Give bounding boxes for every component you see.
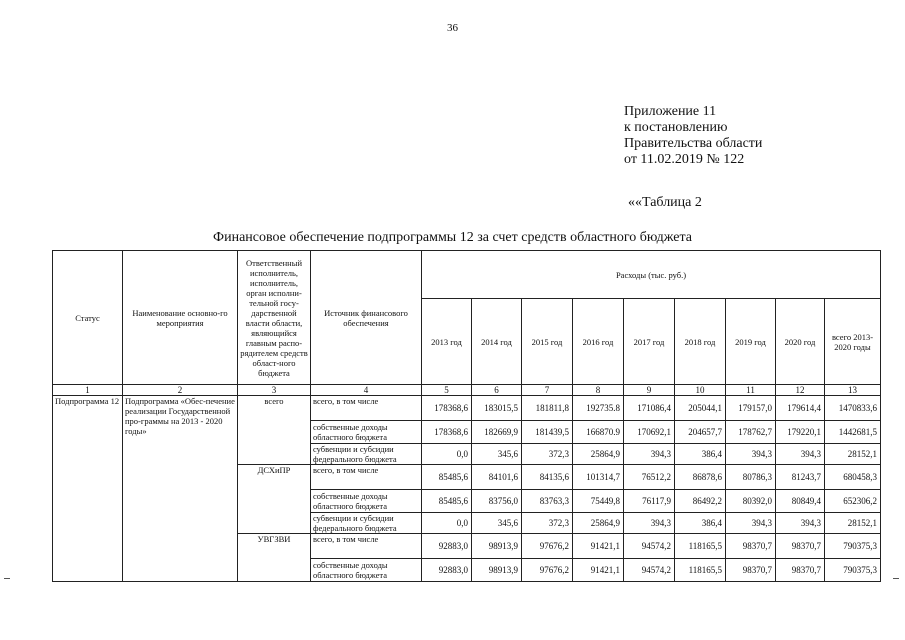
year-value-cell: 181439,5 <box>522 421 573 444</box>
year-value-cell: 345,6 <box>472 513 522 534</box>
year-value-cell: 183015,5 <box>472 396 522 421</box>
financing-table <box>52 250 881 582</box>
appendix-line-1: Приложение 11 <box>624 104 717 119</box>
year-value-cell: 386,4 <box>675 513 726 534</box>
header-source: Источник финансового обеспечения <box>311 251 422 385</box>
year-value-cell: 80849,4 <box>776 490 825 513</box>
left-edge-mark <box>4 578 10 579</box>
year-value-cell: 98913,9 <box>472 534 522 559</box>
table-label: ««Таблица 2 <box>628 195 702 210</box>
year-value-cell: 0,0 <box>422 444 472 465</box>
total-value-cell: 790375,3 <box>825 559 881 582</box>
header-year: 2018 год <box>675 299 726 385</box>
total-value-cell: 790375,3 <box>825 534 881 559</box>
source-cell: собственные доходы областного бюджета <box>311 421 422 444</box>
year-value-cell: 80786,3 <box>726 465 776 490</box>
year-value-cell: 182669,9 <box>472 421 522 444</box>
table-row <box>53 396 881 421</box>
responsible-cell: УВГЗВИ <box>238 534 311 582</box>
total-value-cell: 1442681,5 <box>825 421 881 444</box>
year-value-cell: 85485,6 <box>422 490 472 513</box>
total-value-cell: 28152,1 <box>825 444 881 465</box>
header-year: 2015 год <box>522 299 573 385</box>
source-cell: собственные доходы областного бюджета <box>311 490 422 513</box>
year-value-cell: 394,3 <box>726 444 776 465</box>
column-number: 11 <box>726 385 776 396</box>
year-value-cell: 83756,0 <box>472 490 522 513</box>
source-cell: всего, в том числе <box>311 396 422 421</box>
source-cell: субвенции и субсидии федерального бюджета <box>311 444 422 465</box>
header-responsible: Ответственный исполнитель, исполнитель, орган исполни-тельной госу-дарственной власти области, являющийся главным распо-рядителем средств област-ного бюджета <box>238 251 311 385</box>
source-cell: всего, в том числе <box>311 534 422 559</box>
column-number: 6 <box>472 385 522 396</box>
year-value-cell: 170692,1 <box>624 421 675 444</box>
year-value-cell: 394,3 <box>776 444 825 465</box>
total-value-cell: 652306,2 <box>825 490 881 513</box>
appendix-line-4: от 11.02.2019 № 122 <box>624 152 745 167</box>
column-number: 10 <box>675 385 726 396</box>
year-value-cell: 386,4 <box>675 444 726 465</box>
year-value-cell: 118165,5 <box>675 534 726 559</box>
year-value-cell: 394,3 <box>726 513 776 534</box>
source-cell: собственные доходы областного бюджета <box>311 559 422 582</box>
year-value-cell: 98370,7 <box>726 559 776 582</box>
column-number: 5 <box>422 385 472 396</box>
year-value-cell: 92883,0 <box>422 559 472 582</box>
year-value-cell: 83763,3 <box>522 490 573 513</box>
appendix-line-2: к постановлению <box>624 120 728 135</box>
responsible-cell: всего <box>238 396 311 465</box>
year-value-cell: 25864,9 <box>573 444 624 465</box>
name-cell: Подпрограмма «Обес-печение реализации Государственной про-граммы на 2013 - 2020 годы» <box>123 396 238 582</box>
year-value-cell: 94574,2 <box>624 559 675 582</box>
year-value-cell: 91421,1 <box>573 559 624 582</box>
header-status: Статус <box>53 251 123 385</box>
year-value-cell: 92883,0 <box>422 534 472 559</box>
year-value-cell: 98913,9 <box>472 559 522 582</box>
year-value-cell: 84101,6 <box>472 465 522 490</box>
column-number: 7 <box>522 385 573 396</box>
header-year: 2014 год <box>472 299 522 385</box>
header-expenses: Расходы (тыс. руб.) <box>422 251 881 299</box>
right-edge-mark <box>893 578 899 579</box>
appendix-line-3: Правительства области <box>624 136 763 151</box>
year-value-cell: 101314,7 <box>573 465 624 490</box>
year-value-cell: 394,3 <box>624 513 675 534</box>
header-total: всего 2013-2020 годы <box>825 299 881 385</box>
year-value-cell: 179614,4 <box>776 396 825 421</box>
year-value-cell: 179220,1 <box>776 421 825 444</box>
column-number: 8 <box>573 385 624 396</box>
header-year: 2017 год <box>624 299 675 385</box>
column-number-row <box>53 385 881 396</box>
header-year: 2013 год <box>422 299 472 385</box>
year-value-cell: 76117,9 <box>624 490 675 513</box>
column-number: 4 <box>311 385 422 396</box>
year-value-cell: 118165,5 <box>675 559 726 582</box>
year-value-cell: 192735.8 <box>573 396 624 421</box>
year-value-cell: 204657,7 <box>675 421 726 444</box>
year-value-cell: 91421,1 <box>573 534 624 559</box>
year-value-cell: 171086,4 <box>624 396 675 421</box>
year-value-cell: 345,6 <box>472 444 522 465</box>
total-value-cell: 680458,3 <box>825 465 881 490</box>
column-number: 2 <box>123 385 238 396</box>
year-value-cell: 166870.9 <box>573 421 624 444</box>
status-cell: Подпрограмма 12 <box>53 396 123 582</box>
header-year: 2019 год <box>726 299 776 385</box>
year-value-cell: 97676,2 <box>522 534 573 559</box>
year-value-cell: 98370,7 <box>776 534 825 559</box>
year-value-cell: 205044,1 <box>675 396 726 421</box>
year-value-cell: 84135,6 <box>522 465 573 490</box>
column-number: 13 <box>825 385 881 396</box>
year-value-cell: 394,3 <box>624 444 675 465</box>
column-number: 9 <box>624 385 675 396</box>
year-value-cell: 25864,9 <box>573 513 624 534</box>
year-value-cell: 0,0 <box>422 513 472 534</box>
year-value-cell: 86492,2 <box>675 490 726 513</box>
year-value-cell: 98370,7 <box>726 534 776 559</box>
column-number: 3 <box>238 385 311 396</box>
year-value-cell: 86878,6 <box>675 465 726 490</box>
header-year: 2020 год <box>776 299 825 385</box>
year-value-cell: 178368,6 <box>422 421 472 444</box>
page-number: 36 <box>447 22 458 34</box>
year-value-cell: 181811,8 <box>522 396 573 421</box>
year-value-cell: 178762,7 <box>726 421 776 444</box>
year-value-cell: 76512,2 <box>624 465 675 490</box>
year-value-cell: 75449,8 <box>573 490 624 513</box>
year-value-cell: 81243,7 <box>776 465 825 490</box>
appendix-block <box>624 104 762 168</box>
column-number: 1 <box>53 385 123 396</box>
year-value-cell: 372,3 <box>522 513 573 534</box>
year-value-cell: 179157,0 <box>726 396 776 421</box>
responsible-cell: ДСХиПР <box>238 465 311 534</box>
year-value-cell: 97676,2 <box>522 559 573 582</box>
year-value-cell: 85485,6 <box>422 465 472 490</box>
source-cell: субвенции и субсидии федерального бюджета <box>311 513 422 534</box>
total-value-cell: 1470833,6 <box>825 396 881 421</box>
source-cell: всего, в том числе <box>311 465 422 490</box>
total-value-cell: 28152,1 <box>825 513 881 534</box>
year-value-cell: 178368,6 <box>422 396 472 421</box>
year-value-cell: 98370,7 <box>776 559 825 582</box>
header-year: 2016 год <box>573 299 624 385</box>
header-name: Наименование основно-го мероприятия <box>123 251 238 385</box>
year-value-cell: 94574,2 <box>624 534 675 559</box>
year-value-cell: 394,3 <box>776 513 825 534</box>
column-number: 12 <box>776 385 825 396</box>
year-value-cell: 80392,0 <box>726 490 776 513</box>
document-title: Финансовое обеспечение подпрограммы 12 за счет средств областного бюджета <box>213 230 692 245</box>
year-value-cell: 372,3 <box>522 444 573 465</box>
